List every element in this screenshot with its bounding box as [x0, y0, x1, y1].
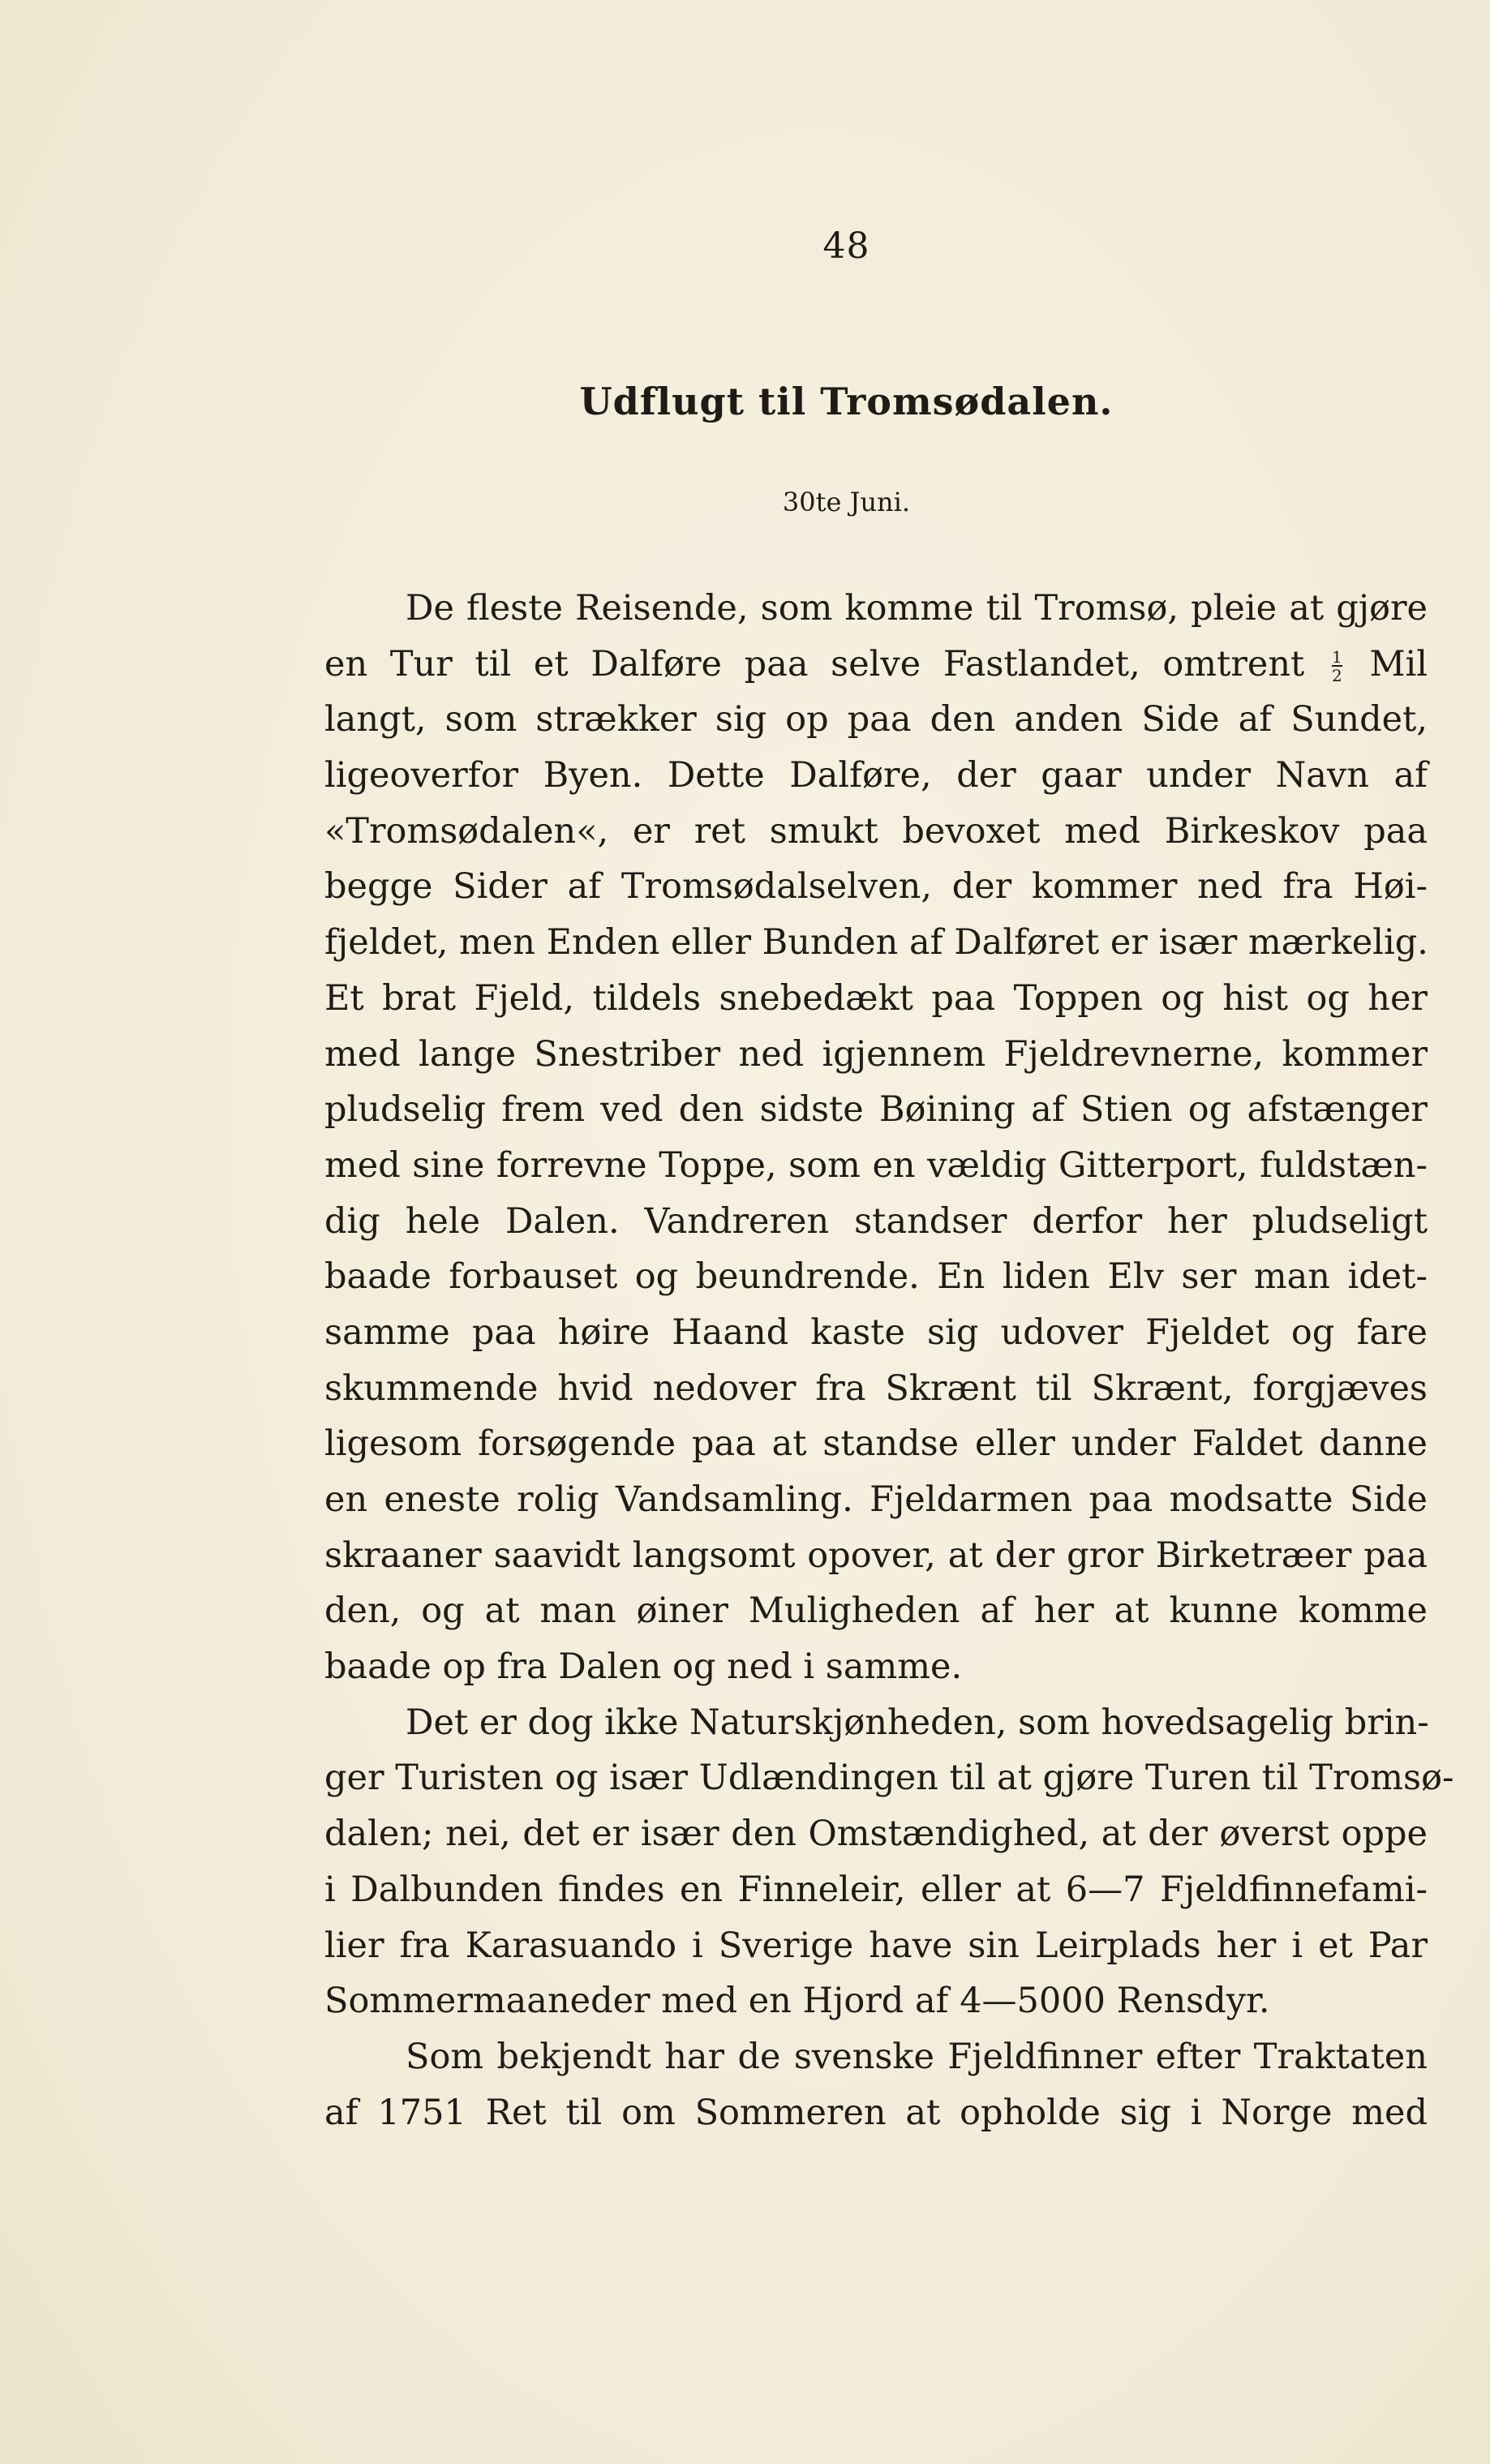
text-line: Det er dog ikke Naturskjønheden, som hovedsagelig brin- — [406, 1702, 1429, 1743]
text-line: De fleste Reisende, som komme til Tromsø, pleie at gjøre — [406, 588, 1428, 629]
text-line: af 1751 Ret til om Sommeren at opholde sig i Norge med — [324, 2092, 1428, 2133]
text-line: skraaner saavidt langsomt opover, at der gror Birketræer paa — [324, 1535, 1428, 1576]
fraction — [1332, 649, 1342, 684]
text-line: Som bekjendt har de svenske Fjeldfinner efter Traktaten — [406, 2036, 1428, 2077]
text-line: baade op fra Dalen og ned i samme. — [324, 1646, 963, 1688]
text-line: pludselig frem ved den sidste Bøining af Stien og afstænger — [324, 1089, 1428, 1131]
text-line: lier fra Karasuando i Sverige have sin Leirplads her i et Par — [324, 1925, 1428, 1966]
text-line: «Tromsødalen«, er ret smukt bevoxet med Birkeskov paa — [324, 810, 1428, 852]
text-line: ligeoverfor Byen. Dette Dalføre, der gaar under Navn af — [324, 755, 1428, 796]
text-line: med sine forrevne Toppe, som en vældig Gitterport, fuldstæn- — [324, 1144, 1428, 1186]
chapter-title: Udflugt til Tromsødalen. — [579, 380, 1114, 423]
text-line: dalen; nei, det er især den Omstændighed, at der øverst oppe — [324, 1814, 1428, 1855]
text-line: langt, som strækker sig op paa den anden Side af Sundet, — [324, 699, 1428, 740]
text-line: skummende hvid nedover fra Skrænt til Skrænt, forgjæves — [324, 1367, 1428, 1409]
text-line: en eneste rolig Vandsamling. Fjeldarmen paa modsatte Side — [324, 1479, 1428, 1520]
text-line: Et brat Fjeld, tildels snebedækt paa Toppen og hist og her — [324, 977, 1428, 1019]
fraction-denominator: 2 — [1332, 666, 1342, 686]
text-line — [324, 637, 1428, 693]
chapter-date: 30te Juni. — [782, 487, 911, 517]
text-line: samme paa høire Haand kaste sig udover Fjeldet og fare — [324, 1311, 1428, 1353]
text-segment: Mil — [1369, 643, 1428, 685]
text-line: ligesom forsøgende paa at standse eller under Faldet danne — [324, 1423, 1428, 1465]
fraction-numerator: 1 — [1332, 647, 1342, 668]
text-line: begge Sider af Tromsødalselven, der kommer ned fra Høi- — [324, 866, 1428, 908]
text-line: baade forbauset og beundrende. En liden Elv ser man idet- — [324, 1256, 1428, 1298]
text-segment: en Tur til et Dalføre paa selve Fastlandet, omtrent — [324, 643, 1305, 685]
text-line: dig hele Dalen. Vandreren standser derfor her pludseligt — [324, 1200, 1428, 1242]
text-line: Sommermaaneder med en Hjord af 4—5000 Rensdyr. — [324, 1981, 1270, 2022]
text-line: i Dalbunden findes en Finneleir, eller at 6—7 Fjeldfinnefami- — [324, 1869, 1428, 1910]
page-number: 48 — [822, 225, 870, 267]
text-line: ger Turisten og især Udlændingen til at gjøre Turen til Tromsø- — [324, 1758, 1454, 1799]
text-line: fjeldet, men Enden eller Bunden af Dalføret er især mærkelig. — [324, 922, 1428, 964]
text-line: den, og at man øiner Muligheden af her at kunne komme — [324, 1590, 1428, 1632]
text-line: med lange Snestriber ned igjennem Fjeldrevnerne, kommer — [324, 1033, 1428, 1075]
body-text — [324, 581, 1454, 2140]
